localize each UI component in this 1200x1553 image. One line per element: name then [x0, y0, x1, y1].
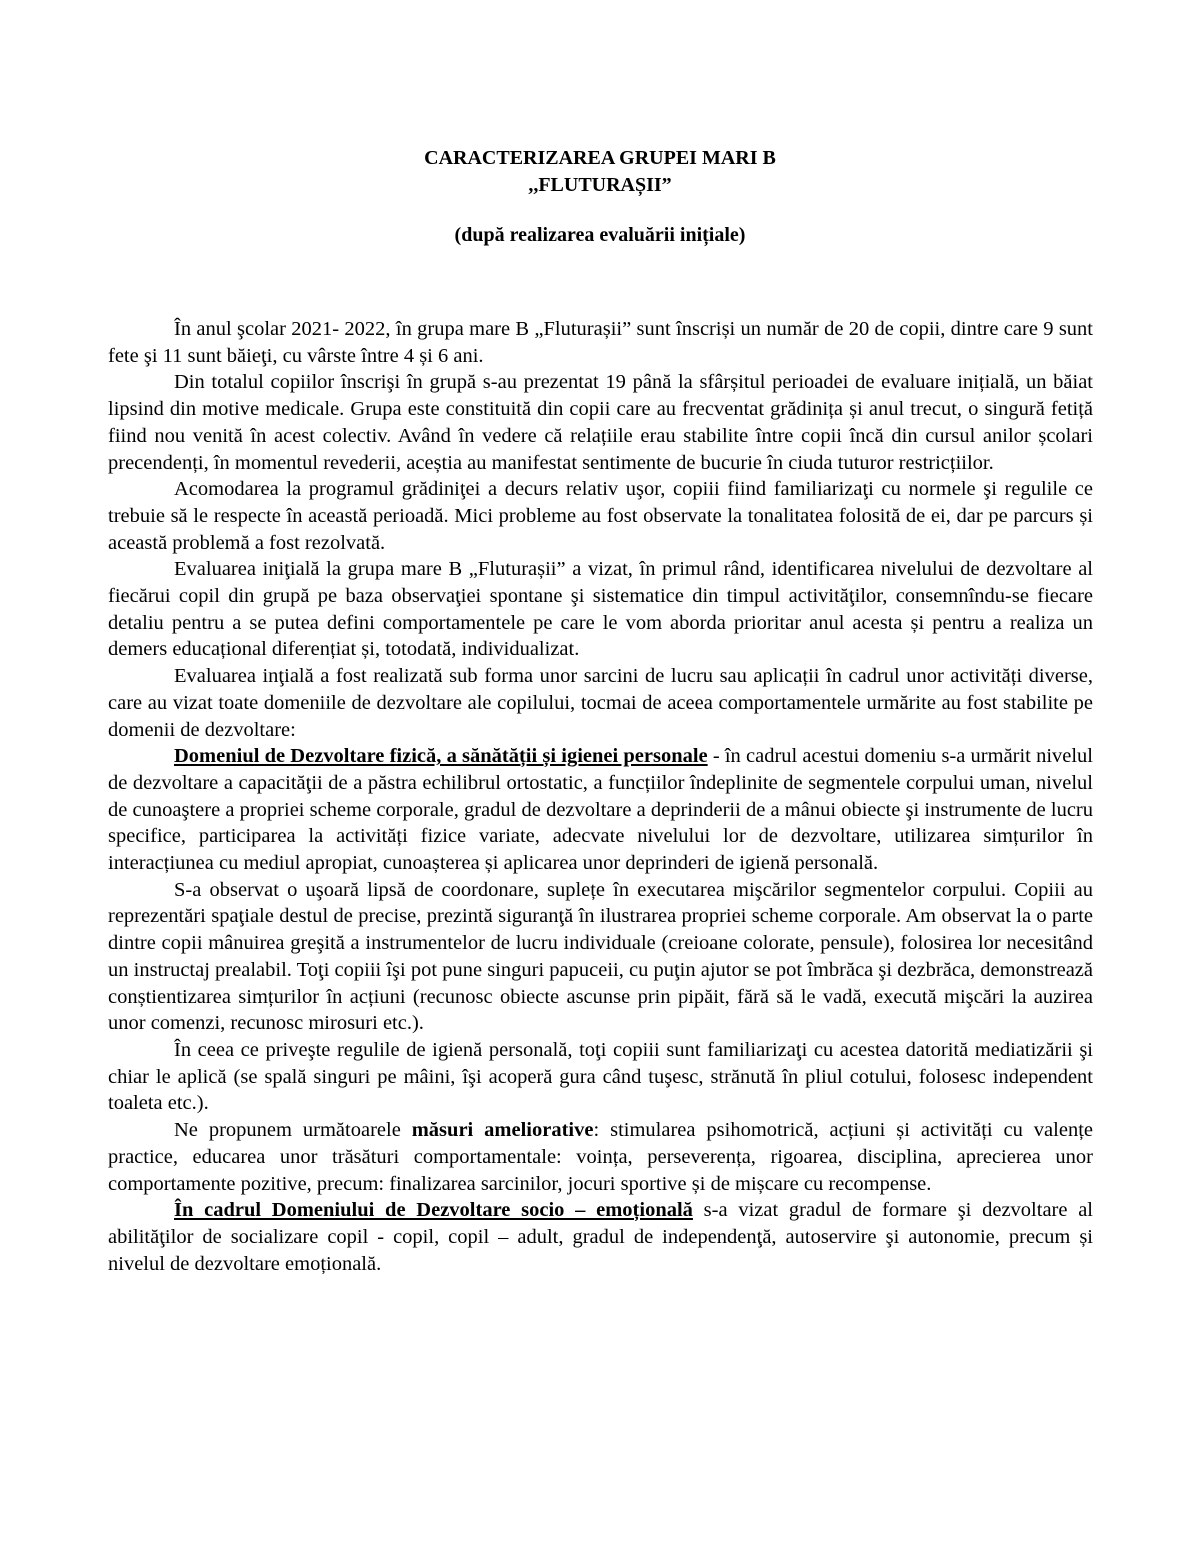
- paragraph-adaptation: Acomodarea la programul grădiniţei a decurs relativ uşor, copiii fiind familiarizaţi cu normele şi regulile ce trebuie să le respecte în această perioadă. Mici probleme au fost observate la tonalitatea folosită de ei, dar pe parcurs și această problemă a fost rezolvată.: [108, 478, 1093, 554]
- title-line-2: ,,FLUTURAȘII”: [528, 174, 672, 196]
- paragraph-initial-evaluation: Evaluarea iniţială la grupa mare B „Fluturașii” a vizat, în primul rând, identificarea nivelului de dezvoltare al fiecărui copil din grupă pe baza observaţiei spontane şi sistematice din timpul activităţilor, consemnîndu-se fiecare detaliu pentru a se putea defini comportamentele pe care le vom aborda prioritar anul acesta și pentru a realiza un demers educațional diferențiat și, totodată, individualizat.: [108, 558, 1093, 661]
- paragraph-hygiene: În ceea ce priveşte regulile de igienă personală, toţi copiii sunt familiarizaţi cu acestea datorită mediatizării şi chiar le aplică (se spală singuri pe mâini, îşi acoperă gura când tuşesc, strănută în pliul cotului, folosesc independent toaleta etc.).: [108, 1038, 1093, 1115]
- physical-domain-heading: Domeniul de Dezvoltare fizică, a sănătății și igienei personale: [174, 745, 708, 768]
- socio-emotional-text: s-a vizat gradul de formare şi dezvoltare al abilităţilor de socializare copil - copil, copil – adult, gradul de independenţă, autoservire şi autonomie, precum și nivelul de dezvoltare emoțională.: [108, 1199, 1094, 1275]
- title-line-1: CARACTERIZAREA GRUPEI MARI B: [424, 147, 776, 169]
- measures-text: : stimularea psihomotrică, acțiuni și activități cu valențe practice, educarea unor trăsături comportamentale: voința, perseverența, rigoarea, disciplina, aprecierea unor comportamente pozitive, precum: finalizarea sarcinilor, jocuri sportive și de mișcare cu recompense.: [108, 1119, 1093, 1195]
- paragraph-measures: [108, 1117, 1093, 1197]
- physical-domain-text: - în cadrul acestui domeniu s-a urmărit nivelul de dezvoltare a capacităţii de a păstra echilibrul ortostatic, a funcțiilor îndeplinite de segmentele corpului uman, nivelul de cunoaştere a propriei scheme corporale, gradul de dezvoltare a deprinderii de a mânui obiecte şi instrumente de lucru specifice, participarea la activități fizice variate, adecvate nivelului lor de dezvoltare, utilizarea simțurilor în interacțiunea cu mediul apropiat, cunoașterea și aplicarea unor deprinderi de igienă personală.: [108, 745, 1094, 875]
- socio-emotional-heading: În cadrul Domeniului de Dezvoltare socio – emoțională: [174, 1199, 693, 1222]
- paragraph-evaluation-method: Evaluarea inţială a fost realizată sub forma unor sarcini de lucru sau aplicații în cadrul unor activități diverse, care au vizat toate domeniile de dezvoltare ale copilului, tocmai de aceea comportamentele urmărite au fost stabilite pe domenii de dezvoltare:: [108, 665, 1093, 741]
- document-header: [0, 145, 1200, 249]
- document-body: [108, 316, 1093, 1277]
- paragraph-physical-domain: [108, 743, 1093, 877]
- measures-intro: Ne propunem următoarele: [174, 1119, 412, 1142]
- paragraph-socio-emotional: [108, 1197, 1093, 1277]
- paragraph-enrollment: În anul şcolar 2021- 2022, în grupa mare B „Fluturașii” sunt înscriși un număr de 20 de copii, dintre care 9 sunt fete şi 11 sunt băieţi, cu vârste între 4 și 6 ani.: [108, 318, 1093, 367]
- subtitle: (după realizarea evaluării inițiale): [454, 224, 746, 246]
- paragraph-observations: S-a observat o uşoară lipsă de coordonare, suplețe în executarea mişcărilor segmentelor corpului. Copiii au reprezentări spaţiale destul de precise, prezintă siguranţă în ilustrarea propriei scheme corporale. Am observat la o parte dintre copii mânuirea greşită a instrumentelor de lucru individuale (creioane colorate, pensule), folosirea lor necesitând un instructaj prealabil. Toţi copiii îşi pot pune singuri papuceii, cu puţin ajutor se pot îmbrăca şi dezbrăca, demonstrează conștientizarea simțurilor în acțiuni (recunosc obiecte ascunse prin pipăit, fără să le vadă, execută mişcări la auzirea unor comenzi, recunosc mirosuri etc.).: [108, 878, 1093, 1035]
- measures-bold: măsuri ameliorative: [411, 1119, 594, 1142]
- paragraph-attendance: Din totalul copiilor înscrişi în grupă s-au prezentat 19 până la sfârșitul perioadei de evaluare inițială, un băiat lipsind din motive medicale. Grupa este constituită din copii care au frecventat grădinița și anul trecut, o singură fetiță fiind nou venită în acest colectiv. Având în vedere că relațiile erau stabilite între copii încă din cursul anilor școlari precendenți, în momentul revederii, aceștia au manifestat sentimente de bucurie în ciuda tuturor restricțiilor.: [108, 371, 1093, 474]
